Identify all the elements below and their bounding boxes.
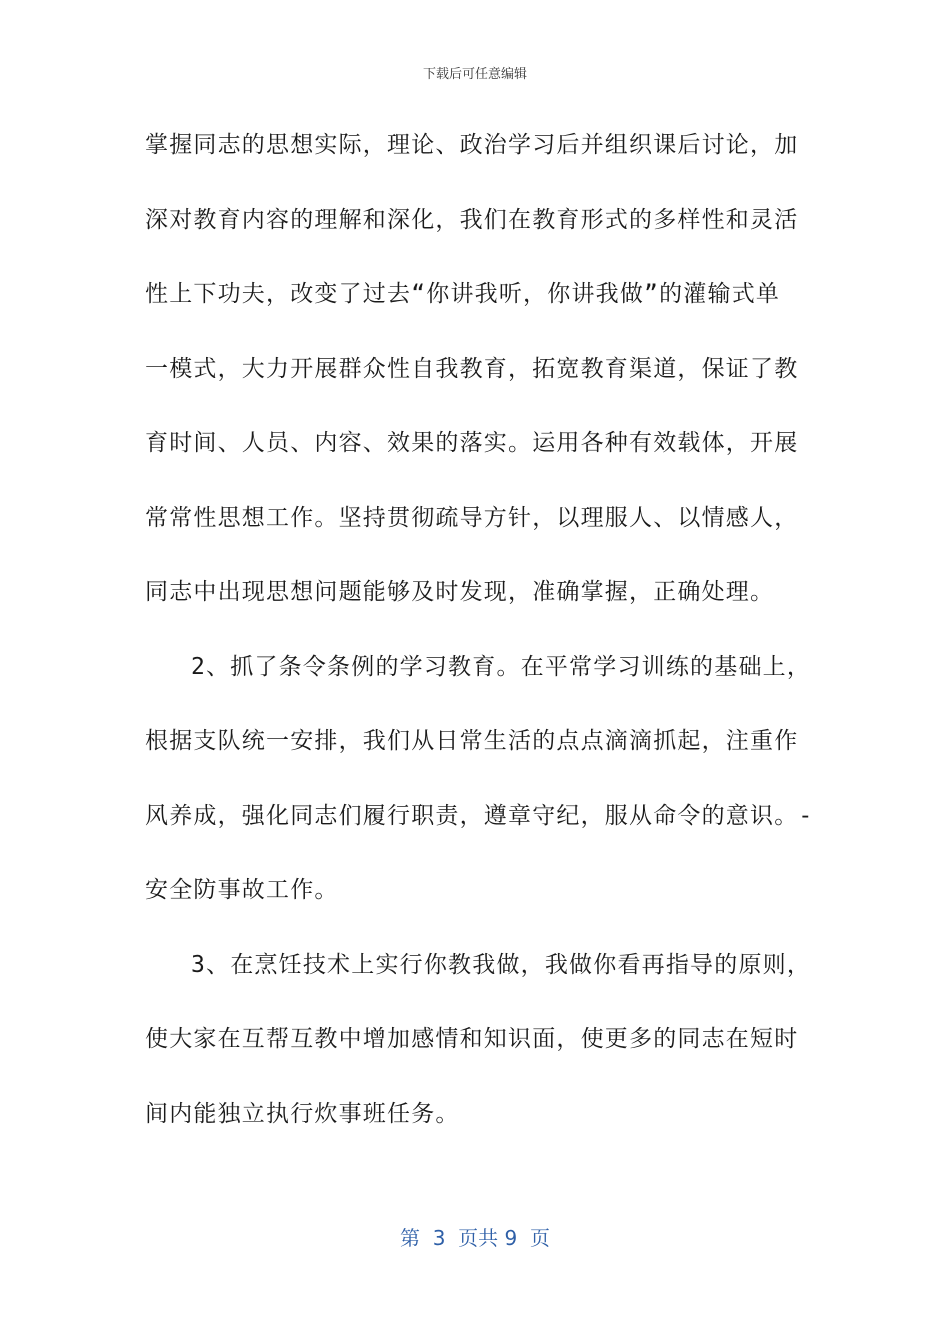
text-line: 性上下功夫，改变了过去“你讲我听，你讲我做”的灌输式单 bbox=[145, 281, 781, 307]
text-line: 风养成，强化同志们履行职责，遵章守纪，服从命令的意识。- bbox=[145, 802, 814, 829]
paragraph-start-line: 2、抓了条令条例的学习教育。在平常学习训练的基础上， bbox=[191, 653, 812, 680]
text-line: 育时间、人员、内容、效果的落实。运用各种有效载体，开展 bbox=[145, 430, 799, 456]
text-line: 使大家在互帮互教中增加感情和知识面，使更多的同志在短时 bbox=[145, 1026, 799, 1052]
text-line: 一模式，大力开展群众性自我教育，拓宽教育渠道，保证了教 bbox=[145, 355, 799, 382]
page-header: 下载后可任意编辑 bbox=[422, 67, 527, 82]
text-line: 根据支队统一安排，我们从日常生活的点点滴滴抓起，注重作 bbox=[145, 728, 799, 754]
text-line: 深对教育内容的理解和深化，我们在教育形式的多样性和灵活 bbox=[145, 206, 799, 233]
text-line: 掌握同志的思想实际，理论、政治学习后并组织课后讨论，加 bbox=[145, 132, 799, 158]
document-body bbox=[145, 108, 814, 1151]
text-line: 安全防事故工作。 bbox=[145, 877, 339, 903]
text-line: 间内能独立执行炊事班任务。 bbox=[145, 1100, 460, 1127]
text-line: 常常性思想工作。坚持贯彻疏导方针，以理服人、以情感人， bbox=[145, 504, 799, 531]
page-number-footer: 第 3 页共 9 页 bbox=[400, 1226, 550, 1250]
text-line: 同志中出现思想问题能够及时发现，准确掌握，正确处理。 bbox=[145, 579, 775, 605]
paragraph-start-line: 3、在烹饪技术上实行你教我做，我做你看再指导的原则， bbox=[191, 951, 812, 978]
